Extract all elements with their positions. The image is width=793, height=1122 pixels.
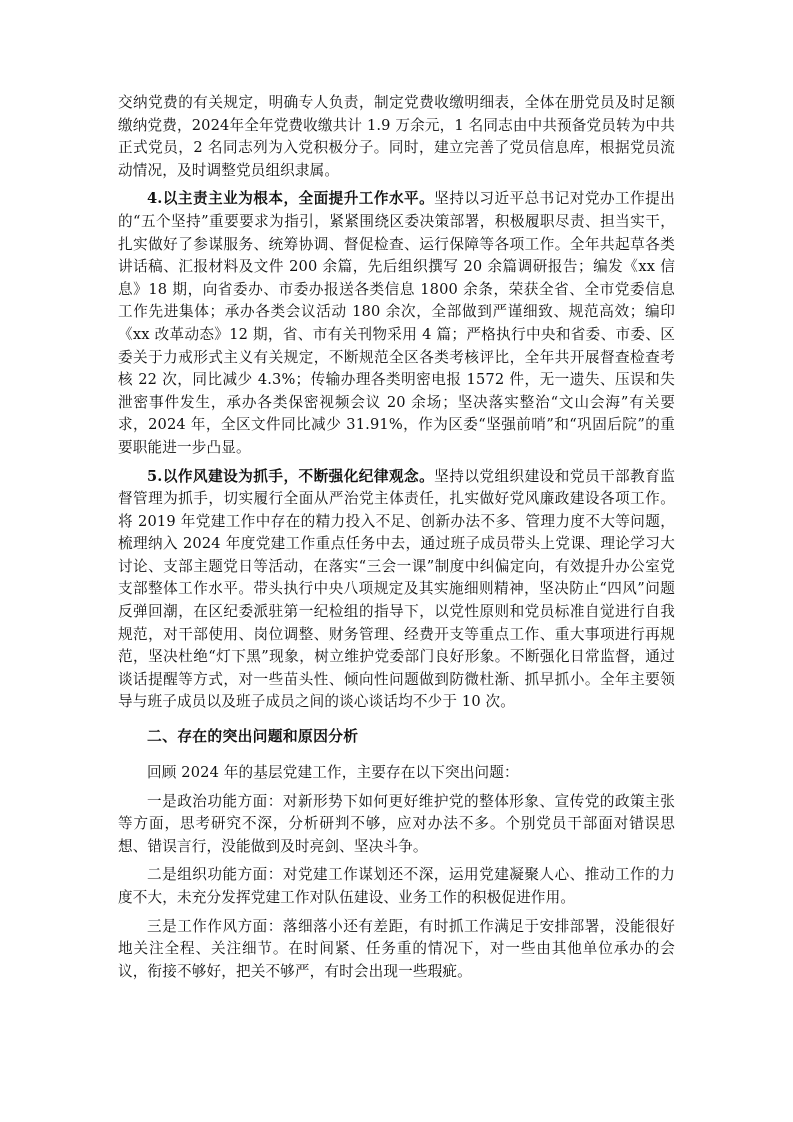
paragraph-party-dues: 交纳党费的有关规定，明确专人负责，制定党费收缴明细表，全体在册党员及时足额缴纳党费，2024年全年党费收缴共计 1.9 万余元，1 名同志由中共预备党员转为中共正式党员，2 名同志列为入党积极分子。同时，建立完善了党员信息库，根据党员流动情况，及时调整党员组织隶属。 — [118, 94, 676, 179]
paragraph-body-5: 坚持以党组织建设和党员干部教育监督管理为抓手，切实履行全面从严治党主体责任，扎实做好党风廉政建设各项工作。将 2019 年党建工作中存在的精力投入不足、创新办法不多、管理力度不大等问题，梳理纳入 2024 年度党建工作重点任务中去，通过班子成员带头上党课、理论学习大讨论、支部主题党日等活动，在落实“三会一课”制度中纠偏定向，有效提升办公室党支部整体工作水平。带头执行中央八项规定及其实施细则精神，坚决防止“四风”问题反弹回潮，在区纪委派驻第一纪检组的指导下，以党性原则和党员标准自觉进行自我规范，对干部使用、岗位调整、财务管理、经费开支等重点工作、重大事项进行再规范，坚决杜绝“灯下黑”现象，树立维护党委部门良好形象。不断强化日常监督，通过谈话提醒等方式，对一些苗头性、倾向性问题做到防微杜渐、抓早抓小。全年主要领导与班子成员以及班子成员之间的谈心谈话均不少于 10 次。 — [118, 467, 675, 711]
paragraph-lead-5: 5.以作风建设为抓手，不断强化纪律观念。 — [147, 467, 435, 485]
paragraph-work-style-issues: 三是工作作风方面：落细落小还有差距，有时抓工作满足于安排部署，没能很好地关注全程、关注细节。在时间紧、任务重的情况下，对一些由其他单位承办的会议，衔接不够好，把关不够严，有时会出现一些瑕疵。 — [118, 917, 675, 980]
paragraph-body-4: 坚持以习近平总书记对党办工作提出的“五个坚持”重要要求为指引，紧紧围绕区委决策部署，积极履职尽责、担当实干，扎实做好了参谋服务、统筹协调、督促检查、运行保障等各项工作。全年共起草各类讲话稿、汇报材料及文件 200 余篇，先后组织撰写 20 余篇调研报告；编发《xx 信息》18 期，向省委办、市委办报送各类信息 1800 余条，荣获全省、全市党委信息工作先进集体；承办各类会议活动 180 余次，全部做到严谨细致、规范高效；编印《xx 改革动态》12 期，省、市有关刊物采用 4 篇；严格执行中央和省委、市委、区委关于力戒形式主义有关规定，不断规范全区各类考核评比，全年共开展督查检查考核 22 次，同比减少 4.3%；传输办理各类明密电报 1572 件，无一遗失、压误和失泄密事件发生，承办各类保密视频会议 20 余场；坚决落实整治“文山会海”有关要求，2024 年，全区文件同比减少 31.91%，作为区委“坚强前哨”和“巩固后院”的重要职能进一步凸显。 — [118, 190, 675, 456]
paragraph-lead-4: 4.以主责主业为根本，全面提升工作水平。 — [147, 190, 435, 208]
paragraph-review: 回顾 2024 年的基层党建工作，主要存在以下突出问题： — [147, 764, 519, 782]
section-heading-problems: 二、存在的突出问题和原因分析 — [147, 728, 359, 746]
paragraph-main-responsibility — [118, 188, 675, 459]
paragraph-work-style — [118, 466, 675, 715]
paragraph-organizational-function: 二是组织功能方面：对党建工作谋划还不深，运用党建凝聚人心、推动工作的力度不大，未充分发挥党建工作对队伍建设、业务工作的积极促进作用。 — [118, 866, 675, 906]
paragraph-political-function: 一是政治功能方面：对新形势下如何更好维护党的整体形象、宣传党的政策主张等方面，思考研究不深，分析研判不够，应对办法不多。个别党员干部面对错误思想、错误言行，没能做到及时亮剑、坚决斗争。 — [118, 792, 675, 855]
